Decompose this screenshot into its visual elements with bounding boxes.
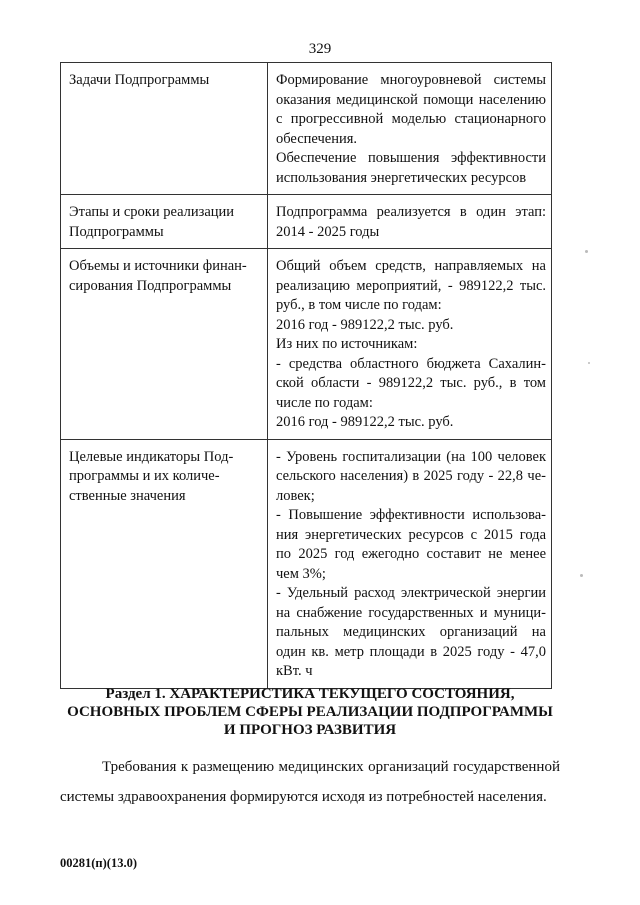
subprogram-passport-table [60,62,552,689]
table-row [61,63,552,195]
document-code: 00281(п)(13.0) [60,856,137,870]
heading-line: ОСНОВНЫХ ПРОБЛЕМ СФЕРЫ РЕАЛИЗАЦИИ ПОДПРОГРАММЫ [67,704,553,720]
row-label: Целевые индикаторы Под-программы и их количе-ственные значения [69,448,234,504]
row-value-cell [268,195,552,249]
value-line: Общий объем средств, направляемых на реализацию мероприятий, - 989122,2 тыс. руб., в том числе по годам: [276,258,546,313]
value-line: Обеспечение повышения эффективности использования энергетических ресурсов [276,150,546,186]
row-label-cell [61,195,268,249]
value-line: - Удельный расход электрической энергии на снабжение государственных и муници-пальных медицинских организаций на один кв. метр площади в 2025 году - 47,0 кВт. ч [276,585,546,679]
heading-line: И ПРОГНОЗ РАЗВИТИЯ [223,722,397,738]
value-line: 2016 год - 989122,2 тыс. руб. [276,414,454,430]
value-line: - Уровень госпитализации (на 100 человек сельского населения) в 2025 году - 22,8 че-ловек; [276,448,546,504]
page-number: 329 [308,41,332,57]
value-line: 2016 год - 989122,2 тыс. руб. [276,316,454,333]
table-row [61,249,552,440]
scan-speck [588,362,590,364]
row-label: Этапы и сроки реализации Подпрограммы [69,204,235,240]
value-line: - средства областного бюджета Сахалин-ской области - 989122,2 тыс. руб., в том числе по годам: [276,355,546,411]
row-value-cell [268,63,552,195]
body-paragraph: Требования к размещению медицинских организаций государственной системы здравоохранения формируются исходя из потребностей населения. [60,759,560,805]
row-label-cell [61,439,268,688]
row-label-cell [61,63,268,195]
scan-speck [585,250,588,253]
value-line: Подпрограмма реализуется в один этап: 2014 - 2025 годы [276,204,546,240]
section-heading [60,685,560,739]
value-line: Формирование многоуровневой системы оказания медицинской помощи населению с прогрессивной моделью стационарного обеспечения. [276,72,546,147]
row-value-cell [268,439,552,688]
scan-speck [580,574,583,577]
row-label: Задачи Подпрограммы [69,72,210,88]
value-line: Из них по источникам: [276,336,418,352]
row-label-cell [61,249,268,440]
table-row [61,195,552,249]
value-line: - Повышение эффективности использова-ния энергетических ресурсов с 2015 года по 2025 год ежегодно составит не менее чем 3%; [276,507,546,582]
heading-line: Раздел 1. ХАРАКТЕРИСТИКА ТЕКУЩЕГО СОСТОЯНИЯ, [105,686,515,702]
row-label: Объемы и источники финан-сирования Подпрограммы [69,258,247,294]
row-value-cell [268,249,552,440]
table-row [61,439,552,688]
